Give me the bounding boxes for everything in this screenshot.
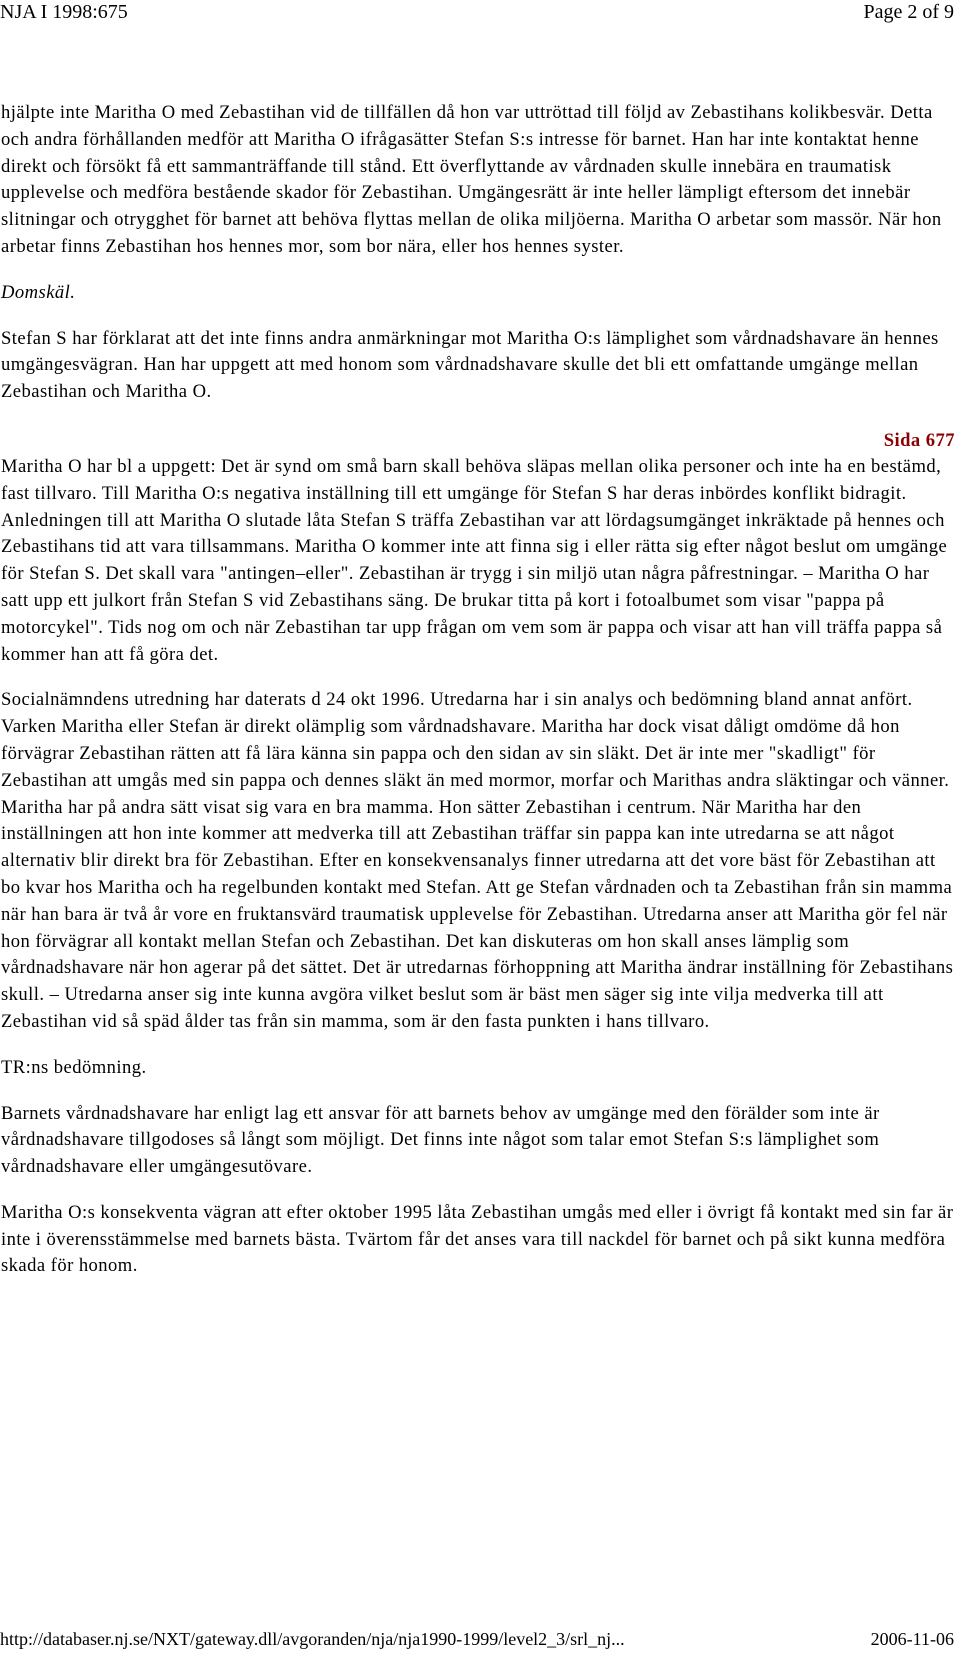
page-indicator: Page 2 of 9 <box>863 1 954 23</box>
section-heading-domskal: Domskäl. <box>1 281 76 303</box>
page-marker: Sida 677 <box>883 429 955 451</box>
paragraph: Stefan S har förklarat att det inte finns andra anmärkningar mot Maritha O:s lämplighet som vårdnadshavare än hennes umgängesvägran. Han har uppgett att med honom som vårdnadshavare skulle det bli ett omfattande umgänge mellan Zebastihan och Maritha O. <box>1 327 939 403</box>
paragraph: hjälpte inte Maritha O med Zebastihan vid de tillfällen då hon var uttröttad till följd av Zebastihans kolikbesvär. Detta och andra förhållanden medför att Maritha O ifrågasätter Stefan S:s intresse för barnet. Han har inte kontaktat henne direkt och försökt få ett sammanträffande till stånd. Ett överflyttande av vårdnaden skulle innebära en traumatisk upplevelse och medföra bestående skador för Zebastihan. Umgängesrätt är inte heller lämpligt eftersom det innebär slitningar och otrygghet för barnet att behöva flyttas mellan de olika miljöerna. Maritha O arbetar som massör. När hon arbetar finns Zebastihan hos hennes mor, som bor nära, eller hos hennes syster. <box>1 102 942 257</box>
paragraph: Maritha O:s konsekventa vägran att efter oktober 1995 låta Zebastihan umgås med eller i övrigt få kontakt med sin far är inte i överensstämmelse med barnets bästa. Tvärtom får det anses vara till nackdel för barnet och på sikt kunna medföra skada för honom. <box>1 1201 954 1277</box>
source-url: http://databaser.nj.se/NXT/gateway.dll/avgoranden/nja/nja1990-1999/level2_3/srl_nj... <box>0 1629 625 1649</box>
paragraph: Maritha O har bl a uppgett: Det är synd om små barn skall behöva släpas mellan olika personer och inte ha en bestämd, fast tillvaro. Till Maritha O:s negativa inställning till ett umgänge för Stefan S har deras inbördes konflikt bidragit. Anledningen till att Maritha O slutade låta Stefan S träffa Zebastihan var att lördagsumgänget inkräktade på hennes och Zebastihans tid att vara tillsammans. Maritha O kommer inte att finna sig i eller rätta sig efter något beslut om umgänge för Stefan S. Det skall vara "antingen–eller". Zebastihan är trygg i sin miljö utan några påfrestningar. – Maritha O har satt upp ett julkort från Stefan S vid Zebastihans säng. De brukar titta på kort i fotoalbumet som visar "pappa på motorcykel". Tids nog om och när Zebastihan tar upp frågan om vem som är pappa och visar att han vill träffa pappa så kommer han att få göra det. <box>1 455 948 665</box>
paragraph: Socialnämndens utredning har daterats d 24 okt 1996. Utredarna har i sin analys och bedömning bland annat anfört. Varken Maritha eller Stefan är direkt olämplig som vårdnadshavare. Maritha har dock visat dåligt omdöme då hon förvägrar Zebastihan rätten att få lära känna sin pappa och den sidan av sin släkt. Det är inte mer "skadligt" för Zebastihan att umgås med sin pappa och dennes släkt än med mormor, morfar och Marithas andra släktingar och vänner. Maritha har på andra sätt visat sig vara en bra mamma. Hon sätter Zebastihan i centrum. När Maritha har den inställningen att hon inte kommer att medverka till att Zebastihan träffar sin pappa kan inte utredarna se att något alternativ blir direkt bra för Zebastihan. Efter en konsekvensanalys finner utredarna att det vore bäst för Zebastihan att bo kvar hos Maritha och ha regelbunden kontakt med Stefan. Att ge Stefan vårdnaden och ta Zebastihan från sin mamma när han bara är två år vore en fruktansvärd traumatisk upplevelse för Zebastihan. Utredarna anser att Maritha gör fel när hon förvägrar all kontakt mellan Stefan och Zebastihan. Det kan diskuteras om hon skall anses lämplig som vårdnadshavare när hon agerar på det sättet. Det är utredarnas förhoppning att Maritha ändrar inställning för Zebastihans skull. – Utredarna anser sig inte kunna avgöra vilket beslut som är bäst men säger sig inte vilja medverka till att Zebastihan vid så späd ålder tas från sin mamma, som är den fasta punkten i hans tillvaro. <box>1 689 954 1032</box>
section-heading-tr-bedomning: TR:ns bedömning. <box>1 1056 147 1078</box>
paragraph: Barnets vårdnadshavare har enligt lag ett ansvar för att barnets behov av umgänge med den förälder som inte är vårdnadshavare tillgodoses så långt som möjligt. Det finns inte något som talar emot Stefan S:s lämplighet som vårdnadshavare eller umgängesutövare. <box>1 1102 880 1178</box>
document-reference: NJA I 1998:675 <box>0 1 128 23</box>
document-body <box>1 100 955 1299</box>
print-date: 2006-11-06 <box>870 1629 954 1649</box>
